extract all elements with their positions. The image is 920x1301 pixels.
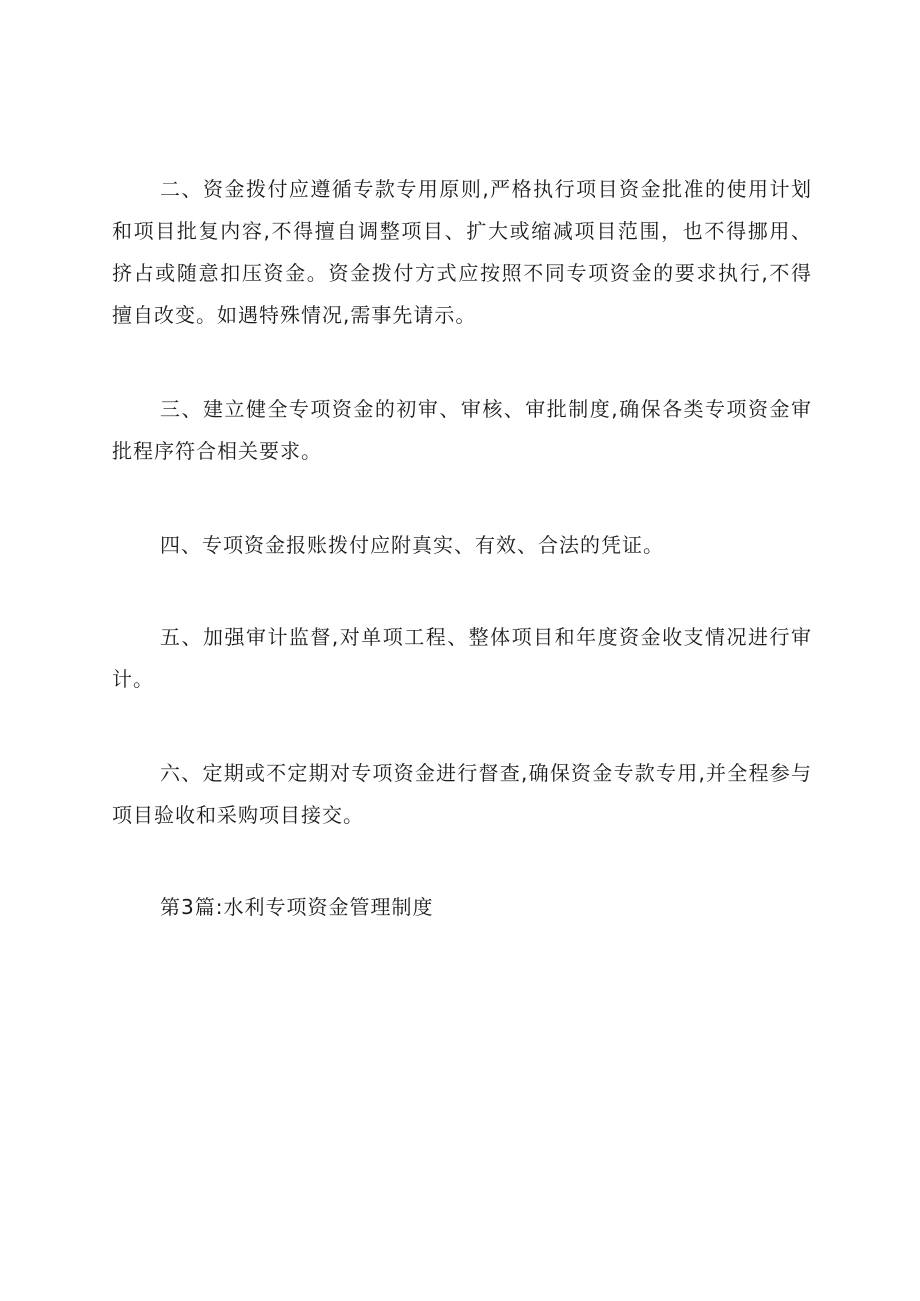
paragraph-5-audit: 五、加强审计监督,对单项工程、整体项目和年度资金收支情况进行审计。 xyxy=(112,625,812,691)
paragraph-3-approval-system: 三、建立健全专项资金的初审、审核、审批制度,确保各类专项资金审批程序符合相关要求。 xyxy=(112,397,812,463)
section-heading: 第3篇:水利专项资金管理制度 xyxy=(160,895,434,919)
paragraph-6-inspection: 六、定期或不定期对专项资金进行督查,确保资金专款专用,并全程参与项目验收和采购项目接交。 xyxy=(112,761,812,827)
paragraph-2-fund-allocation: 二、资金拨付应遵循专款专用原则,严格执行项目资金批准的使用计划和项目批复内容,不得擅自调整项目、扩大或缩减项目范围，也不得挪用、挤占或随意扣压资金。资金拨付方式应按照不同专项资金的要求执行,不得擅自改变。如遇特殊情况,需事先请示。 xyxy=(112,177,812,327)
paragraph-4-vouchers: 四、专项资金报账拨付应附真实、有效、合法的凭证。 xyxy=(160,533,664,557)
document-body xyxy=(112,168,812,928)
